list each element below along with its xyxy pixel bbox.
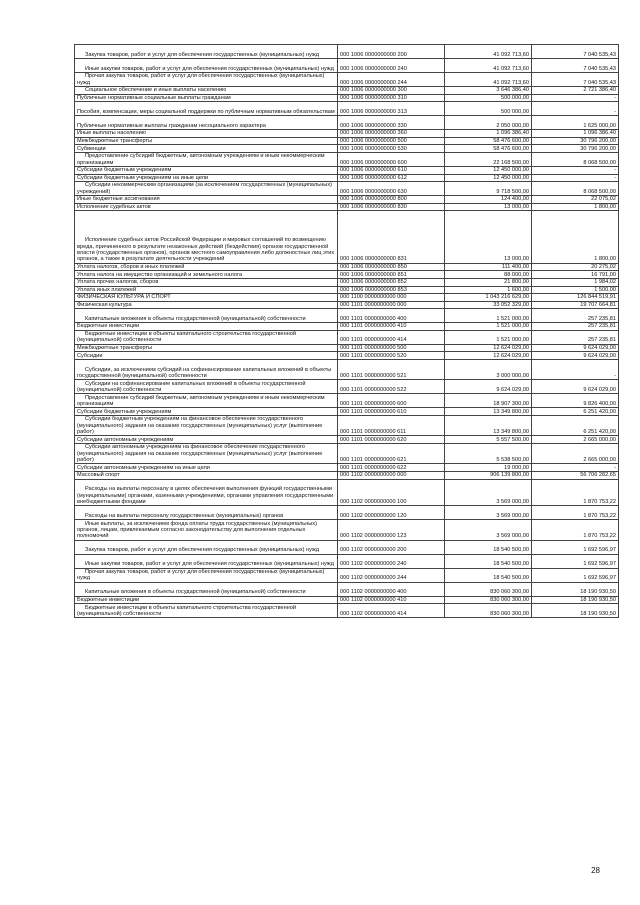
row-approved-cell: 13 000,00 [445,203,532,211]
row-name-cell: Иные закупки товаров, работ и услуг для обеспечения государственных (муниципальных) нужд [75,554,338,568]
row-code-cell: 000 1101 0000000000 521 [338,360,445,380]
row-name-cell: Капитальные вложения в объекты государственной (муниципальной) собственности [75,582,338,596]
row-code-cell: 000 1101 0000000000 610 [338,408,445,416]
row-approved-cell: 33 052 329,00 [445,301,532,309]
row-approved-cell: 18 540 500,00 [445,554,532,568]
row-approved-cell: 9 718 500,00 [445,182,532,196]
row-executed-cell: 30 796 200,00 [532,137,619,145]
budget-table-body [75,45,619,618]
row-code-cell: 000 1006 0000000000 831 [338,211,445,263]
row-code-cell: 000 1102 0000000000 400 [338,582,445,596]
table-row [75,286,619,294]
row-code-cell: 000 1101 0000000000 600 [338,394,445,408]
row-name-cell: Субсидии [75,352,338,360]
row-approved-cell: 906 139 800,00 [445,472,532,480]
table-row [75,506,619,520]
table-row [75,554,619,568]
row-name-cell: Капитальные вложения в объекты государственной (муниципальной) собственности [75,309,338,323]
row-code-cell: 000 1102 0000000000 123 [338,520,445,540]
row-executed-cell: 7 040 535,43 [532,59,619,73]
row-executed-cell: 20 275,02 [532,263,619,271]
row-approved-cell: 12 624 029,00 [445,344,532,352]
row-code-cell: 000 1102 0000000000 240 [338,554,445,568]
page-number: 28 [591,866,600,875]
row-code-cell: 000 1006 0000000000 610 [338,166,445,174]
row-executed-cell: 1 984,02 [532,278,619,286]
row-code-cell: 000 1006 0000000000 313 [338,102,445,116]
row-code-cell: 000 1102 0000000000 120 [338,506,445,520]
row-approved-cell: 500 000,00 [445,102,532,116]
row-name-cell: Массовый спорт [75,472,338,480]
table-row [75,344,619,352]
table-row [75,152,619,166]
row-code-cell: 000 1101 0000000000 520 [338,352,445,360]
table-row [75,330,619,344]
row-name-cell: Уплата налога на имущество организаций и земельного налога [75,271,338,279]
row-approved-cell: 500 000,00 [445,94,532,102]
row-code-cell: 000 1006 0000000000 360 [338,130,445,138]
row-name-cell: Иные выплаты, за исключением фонда оплаты труда государственных (муниципальных) органов, лицам, привлекаемым согласно законодательству для выполнения отдельных полномочий [75,520,338,540]
table-row [75,596,619,604]
row-executed-cell: 9 624 029,00 [532,380,619,394]
row-approved-cell: 12 450 000,00 [445,174,532,182]
table-row [75,352,619,360]
row-name-cell: Субвенции [75,145,338,153]
row-executed-cell: 126 844 519,91 [532,294,619,302]
row-executed-cell: 1 870 753,22 [532,506,619,520]
table-row [75,360,619,380]
row-executed-cell: 1 692 596,97 [532,540,619,554]
row-code-cell: 000 1101 0000000000 500 [338,344,445,352]
row-name-cell: Бюджетные инвестиции [75,323,338,331]
row-executed-cell: 257 235,81 [532,309,619,323]
row-approved-cell: 3 646 386,40 [445,87,532,95]
table-row [75,444,619,464]
table-row [75,203,619,211]
row-code-cell: 000 1101 0000000000 622 [338,464,445,472]
row-code-cell: 000 1006 0000000000 853 [338,286,445,294]
row-code-cell: 000 1006 0000000000 244 [338,73,445,87]
row-code-cell: 000 1102 0000000000 000 [338,472,445,480]
row-name-cell: Субсидии на софинансирование капитальных вложений в объекты государственной (муниципальной) собственности [75,380,338,394]
row-executed-cell: 9 826 400,00 [532,394,619,408]
row-executed-cell: 1 625 000,00 [532,116,619,130]
row-name-cell: Субсидии бюджетным учреждениям [75,166,338,174]
row-name-cell: Уплата иных платежей [75,286,338,294]
table-row [75,408,619,416]
row-code-cell: 000 1102 0000000000 244 [338,568,445,582]
row-approved-cell: 830 060 300,00 [445,596,532,604]
row-approved-cell: 58 476 600,00 [445,137,532,145]
row-executed-cell: 16 791,00 [532,271,619,279]
row-approved-cell: 2 050 000,00 [445,116,532,130]
row-name-cell: Закупка товаров, работ и услуг для обеспечения государственных (муниципальных) нужд [75,540,338,554]
row-executed-cell: 2 665 000,00 [532,436,619,444]
table-row [75,116,619,130]
table-row [75,87,619,95]
row-approved-cell: 18 907 300,00 [445,394,532,408]
row-executed-cell: 22 075,02 [532,196,619,204]
row-code-cell: 000 1100 0000000000 000 [338,294,445,302]
table-row [75,416,619,436]
row-code-cell: 000 1006 0000000000 851 [338,271,445,279]
row-code-cell: 000 1101 0000000000 000 [338,301,445,309]
row-approved-cell: 5 538 500,00 [445,444,532,464]
row-approved-cell: 19 000,00 [445,464,532,472]
table-row [75,568,619,582]
row-executed-cell: 257 235,81 [532,323,619,331]
row-executed-cell: - [532,360,619,380]
row-code-cell: 000 1006 0000000000 612 [338,174,445,182]
row-code-cell: 000 1006 0000000000 852 [338,278,445,286]
row-name-cell: ФИЗИЧЕСКАЯ КУЛЬТУРА И СПОРТ [75,294,338,302]
table-row [75,263,619,271]
table-row [75,174,619,182]
row-name-cell: Пособия, компенсации, меры социальной поддержки по публичным нормативным обязательствам [75,102,338,116]
table-row [75,271,619,279]
row-code-cell: 000 1101 0000000000 410 [338,323,445,331]
row-approved-cell: 13 000,00 [445,211,532,263]
row-approved-cell: 3 569 000,00 [445,479,532,506]
row-code-cell: 000 1006 0000000000 200 [338,45,445,59]
row-executed-cell: 1 692 596,97 [532,568,619,582]
row-name-cell: Межбюджетные трансферты [75,344,338,352]
row-name-cell: Бюджетные инвестиции в объекты капитального строительства государственной (муниципальной) собственности [75,330,338,344]
row-name-cell: Межбюджетные трансферты [75,137,338,145]
row-code-cell: 000 1006 0000000000 500 [338,137,445,145]
row-code-cell: 000 1101 0000000000 400 [338,309,445,323]
table-row [75,145,619,153]
row-name-cell: Предоставление субсидий бюджетным, автономным учреждениям и иным некоммерческим организациям [75,394,338,408]
row-name-cell: Субсидии бюджетным учреждениям на финансовое обеспечение государственного (муниципального) задания на оказание государственных (муниципальных) услуг (выполнение работ) [75,416,338,436]
row-approved-cell: 41 092 713,60 [445,45,532,59]
row-name-cell: Субсидии автономным учреждениям [75,436,338,444]
table-row [75,278,619,286]
row-executed-cell: 19 707 664,81 [532,301,619,309]
row-code-cell: 000 1006 0000000000 530 [338,145,445,153]
row-executed-cell: - [532,94,619,102]
row-name-cell: Иные бюджетные ассигнования [75,196,338,204]
table-row [75,182,619,196]
row-name-cell: Уплата налогов, сборов и иных платежей [75,263,338,271]
table-row [75,166,619,174]
table-row [75,582,619,596]
budget-table [74,44,619,618]
row-name-cell: Исполнение судебных актов [75,203,338,211]
row-approved-cell: 1 600,00 [445,286,532,294]
row-executed-cell: 1 870 753,22 [532,520,619,540]
row-code-cell: 000 1006 0000000000 330 [338,116,445,130]
row-executed-cell: 18 190 930,50 [532,604,619,618]
row-name-cell: Физическая культура [75,301,338,309]
row-executed-cell: - [532,174,619,182]
table-row [75,540,619,554]
row-code-cell: 000 1102 0000000000 200 [338,540,445,554]
row-executed-cell: - [532,166,619,174]
row-name-cell: Закупка товаров, работ и услуг для обеспечения государственных (муниципальных) нужд [75,45,338,59]
row-code-cell: 000 1101 0000000000 611 [338,416,445,436]
row-approved-cell: 41 092 713,60 [445,73,532,87]
table-row [75,604,619,618]
table-row [75,479,619,506]
row-approved-cell: 124 400,00 [445,196,532,204]
row-name-cell: Иные выплаты населению [75,130,338,138]
row-code-cell: 000 1101 0000000000 522 [338,380,445,394]
row-executed-cell: 1 096 386,40 [532,130,619,138]
table-row [75,45,619,59]
row-approved-cell: 21 800,00 [445,278,532,286]
row-executed-cell: 56 706 282,65 [532,472,619,480]
row-code-cell: 000 1101 0000000000 414 [338,330,445,344]
row-executed-cell: - [532,464,619,472]
row-name-cell: Иные закупки товаров, работ и услуг для обеспечения государственных (муниципальных) нужд [75,59,338,73]
row-executed-cell: 9 624 029,00 [532,344,619,352]
row-name-cell: Субсидии бюджетным учреждениям на иные цели [75,174,338,182]
row-name-cell: Публичные нормативные социальные выплаты гражданам [75,94,338,102]
row-name-cell: Расходы на выплаты персоналу в целях обеспечения выполнения функций государственными (муниципальными) органами, казенными учреждениями, органами управления государственными внебюджетными фондами [75,479,338,506]
row-executed-cell: 18 190 930,50 [532,582,619,596]
row-approved-cell: 830 060 300,00 [445,582,532,596]
row-executed-cell: 257 235,81 [532,330,619,344]
row-executed-cell: 9 624 029,00 [532,352,619,360]
row-code-cell: 000 1006 0000000000 240 [338,59,445,73]
row-executed-cell: 1 800,00 [532,211,619,263]
row-name-cell: Субсидии некоммерческим организациям (за исключением государственных (муниципальных) учреждений) [75,182,338,196]
row-name-cell: Расходы на выплаты персоналу государственных (муниципальных) органов [75,506,338,520]
row-name-cell: Уплата прочих налогов, сборов [75,278,338,286]
row-approved-cell: 18 540 500,00 [445,568,532,582]
row-approved-cell: 12 450 000,00 [445,166,532,174]
row-name-cell: Предоставление субсидий бюджетным, автономным учреждениям и иным некоммерческим организациям [75,152,338,166]
row-approved-cell: 5 557 500,00 [445,436,532,444]
row-approved-cell: 13 349 800,00 [445,416,532,436]
row-executed-cell: 2 665 000,00 [532,444,619,464]
row-executed-cell: 1 500,00 [532,286,619,294]
row-approved-cell: 22 168 500,00 [445,152,532,166]
table-row [75,196,619,204]
row-approved-cell: 9 624 029,00 [445,380,532,394]
row-executed-cell: 7 040 535,43 [532,45,619,59]
table-row [75,137,619,145]
row-approved-cell: 13 349 800,00 [445,408,532,416]
row-approved-cell: 1 521 000,00 [445,330,532,344]
row-name-cell: Субсидии автономным учреждениям на иные цели [75,464,338,472]
table-row [75,294,619,302]
row-code-cell: 000 1006 0000000000 850 [338,263,445,271]
row-executed-cell: 1 692 596,97 [532,554,619,568]
row-code-cell: 000 1101 0000000000 621 [338,444,445,464]
row-name-cell: Бюджетные инвестиции [75,596,338,604]
row-approved-cell: 830 060 300,00 [445,604,532,618]
table-row [75,323,619,331]
row-code-cell: 000 1102 0000000000 414 [338,604,445,618]
row-code-cell: 000 1006 0000000000 300 [338,87,445,95]
row-approved-cell: 12 624 029,00 [445,352,532,360]
row-code-cell: 000 1102 0000000000 410 [338,596,445,604]
row-approved-cell: 1 096 386,40 [445,130,532,138]
row-name-cell: Прочая закупка товаров, работ и услуг для обеспечения государственных (муниципальных) нужд [75,73,338,87]
row-name-cell: Субсидии, за исключением субсидий на софинансирование капитальных вложений в объекты государственной (муниципальной) собственности [75,360,338,380]
row-code-cell: 000 1006 0000000000 310 [338,94,445,102]
row-approved-cell: 1 043 216 629,00 [445,294,532,302]
row-code-cell: 000 1101 0000000000 620 [338,436,445,444]
row-name-cell: Исполнение судебных актов Российской Федерации и мировых соглашений по возмещению вреда, причиненного в результате незаконных действий (бездействия) органов государственной власти (государственных органов), органов местного самоуправления либо должностных лиц этих органов, а также в результате деятельности учреждений [75,211,338,263]
table-row [75,211,619,263]
row-approved-cell: 3 569 000,00 [445,520,532,540]
table-row [75,94,619,102]
row-approved-cell: 111 400,00 [445,263,532,271]
row-executed-cell: 8 068 500,00 [532,152,619,166]
table-row [75,472,619,480]
row-executed-cell: 1 870 753,22 [532,479,619,506]
row-name-cell: Бюджетные инвестиции в объекты капитального строительства государственной (муниципальной) собственности [75,604,338,618]
row-approved-cell: 88 000,00 [445,271,532,279]
row-code-cell: 000 1102 0000000000 100 [338,479,445,506]
row-approved-cell: 58 476 600,00 [445,145,532,153]
row-executed-cell: 18 190 930,50 [532,596,619,604]
row-approved-cell: 1 521 000,00 [445,309,532,323]
row-code-cell: 000 1006 0000000000 600 [338,152,445,166]
row-executed-cell: 7 040 535,43 [532,73,619,87]
table-row [75,59,619,73]
row-executed-cell: 6 251 420,00 [532,416,619,436]
row-code-cell: 000 1006 0000000000 830 [338,203,445,211]
table-row [75,394,619,408]
row-executed-cell: 1 800,00 [532,203,619,211]
row-code-cell: 000 1006 0000000000 800 [338,196,445,204]
table-row [75,436,619,444]
table-row [75,309,619,323]
table-row [75,464,619,472]
row-approved-cell: 3 000 000,00 [445,360,532,380]
row-name-cell: Публичные нормативные выплаты гражданам несоциального характера [75,116,338,130]
table-row [75,130,619,138]
row-approved-cell: 1 521 000,00 [445,323,532,331]
row-approved-cell: 41 092 713,60 [445,59,532,73]
row-executed-cell: 30 796 200,00 [532,145,619,153]
row-approved-cell: 18 540 500,00 [445,540,532,554]
table-row [75,73,619,87]
row-name-cell: Субсидии автономным учреждениям на финансовое обеспечение государственного (муниципального) задания на оказание государственных (муниципальных) услуг (выполнение работ) [75,444,338,464]
budget-report-sheet [74,44,616,618]
table-row [75,520,619,540]
row-executed-cell: 2 721 386,40 [532,87,619,95]
row-executed-cell: - [532,102,619,116]
row-code-cell: 000 1006 0000000000 630 [338,182,445,196]
row-executed-cell: 8 068 500,00 [532,182,619,196]
row-name-cell: Прочая закупка товаров, работ и услуг для обеспечения государственных (муниципальных) нужд [75,568,338,582]
table-row [75,301,619,309]
table-row [75,102,619,116]
row-name-cell: Социальное обеспечение и иные выплаты населению [75,87,338,95]
row-approved-cell: 3 569 000,00 [445,506,532,520]
table-row [75,380,619,394]
row-executed-cell: 6 251 420,00 [532,408,619,416]
row-name-cell: Субсидии бюджетным учреждениям [75,408,338,416]
